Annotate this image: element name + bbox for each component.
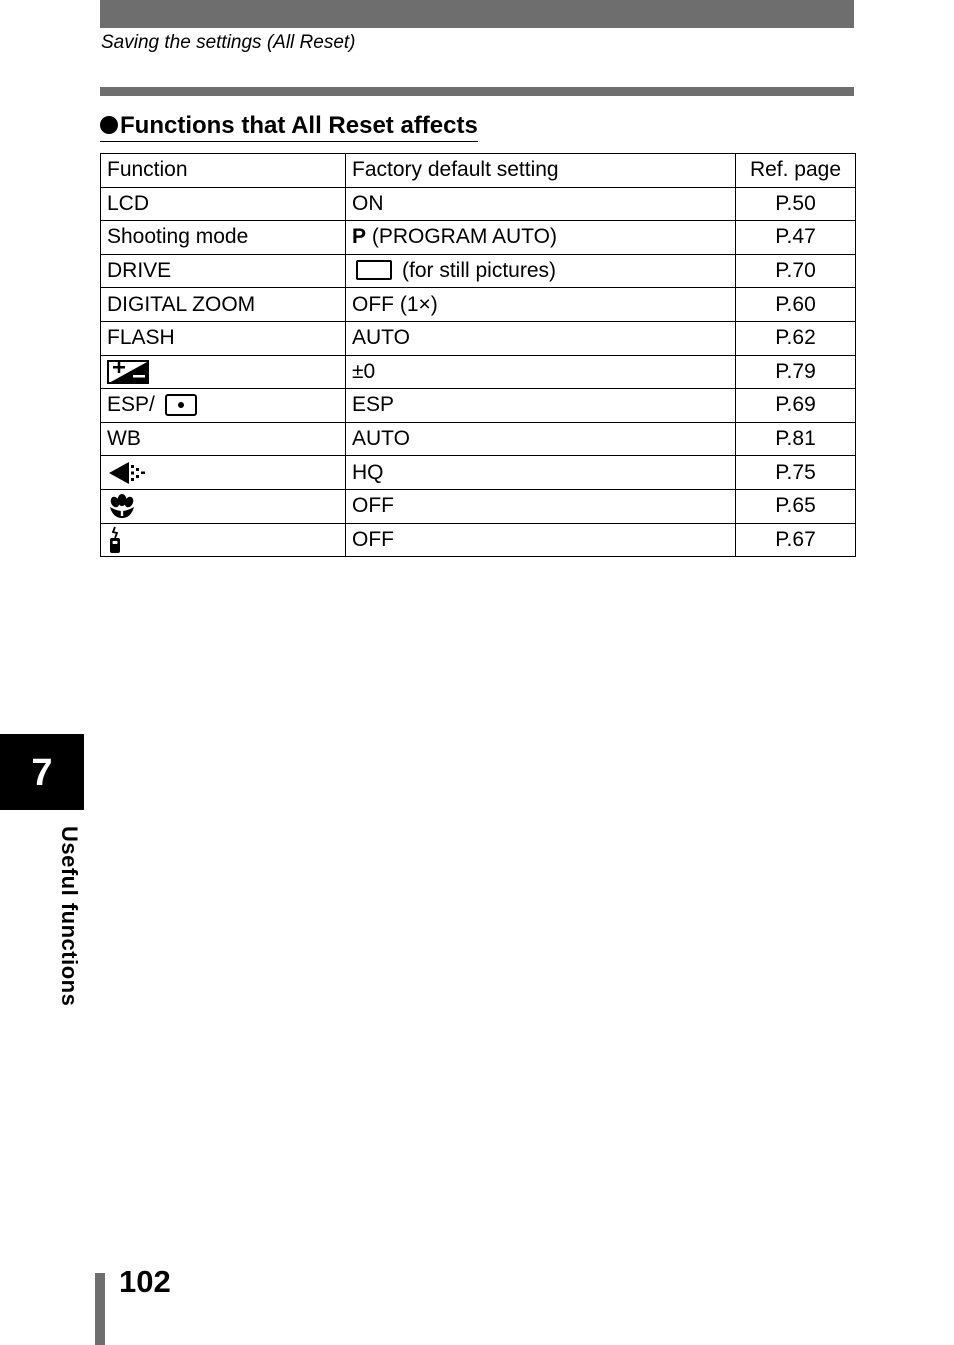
- macro-icon: [107, 493, 137, 519]
- table-row: [101, 221, 856, 255]
- function-cell: Shooting mode: [101, 221, 346, 255]
- setting-cell: ON: [346, 187, 736, 221]
- table-row: [101, 422, 856, 456]
- function-cell: [101, 523, 346, 557]
- section-heading: Functions that All Reset affects: [100, 112, 478, 142]
- function-cell: WB: [101, 422, 346, 456]
- setting-cell: ±0: [346, 355, 736, 389]
- function-cell: DRIVE: [101, 254, 346, 288]
- function-cell: ESP/: [101, 389, 346, 423]
- bullet-icon: [100, 116, 118, 134]
- page-number: 102: [119, 1264, 171, 1299]
- setting-cell: HQ: [346, 456, 736, 490]
- ref-cell: P.69: [736, 389, 856, 423]
- ref-cell: P.67: [736, 523, 856, 557]
- function-cell: FLASH: [101, 321, 346, 355]
- table-row: [101, 389, 856, 423]
- record-mode-icon: [107, 460, 147, 486]
- column-header-ref: Ref. page: [736, 154, 856, 188]
- table-row: [101, 321, 856, 355]
- function-cell: DIGITAL ZOOM: [101, 288, 346, 322]
- remote-control-icon: [107, 526, 123, 554]
- spot-metering-icon: [165, 394, 197, 416]
- ref-cell: P.79: [736, 355, 856, 389]
- table-row: [101, 288, 856, 322]
- column-header-function: Function: [101, 154, 346, 188]
- table-row: [101, 187, 856, 221]
- function-cell: [101, 489, 346, 523]
- ref-cell: P.62: [736, 321, 856, 355]
- table-row: [101, 456, 856, 490]
- table-header-row: [101, 154, 856, 188]
- section-rule: [100, 87, 854, 96]
- table-row: [101, 523, 856, 557]
- table-row: [101, 489, 856, 523]
- table-row: [101, 254, 856, 288]
- setting-cell: ESP: [346, 389, 736, 423]
- setting-cell: OFF: [346, 489, 736, 523]
- function-cell: LCD: [101, 187, 346, 221]
- ref-cell: P.47: [736, 221, 856, 255]
- column-header-setting: Factory default setting: [346, 154, 736, 188]
- setting-cell: AUTO: [346, 321, 736, 355]
- table-row: [101, 355, 856, 389]
- function-cell: [101, 355, 346, 389]
- chapter-tab: 7: [0, 734, 84, 810]
- function-cell: [101, 456, 346, 490]
- ref-cell: P.81: [736, 422, 856, 456]
- program-mode-letter: P: [352, 225, 367, 249]
- running-title: Saving the settings (All Reset): [101, 32, 356, 53]
- setting-cell: OFF: [346, 523, 736, 557]
- ref-cell: P.70: [736, 254, 856, 288]
- header-bar: [100, 0, 854, 28]
- ref-cell: P.50: [736, 187, 856, 221]
- setting-cell: AUTO: [346, 422, 736, 456]
- setting-cell: OFF (1×): [346, 288, 736, 322]
- all-reset-table: [100, 153, 856, 557]
- setting-cell: (for still pictures): [346, 254, 736, 288]
- single-frame-icon: [356, 260, 392, 280]
- setting-cell: P (PROGRAM AUTO): [346, 221, 736, 255]
- ref-cell: P.65: [736, 489, 856, 523]
- page-number-bar: [95, 1273, 105, 1345]
- exposure-compensation-icon: [107, 360, 149, 384]
- chapter-title: Useful functions: [57, 826, 82, 1007]
- ref-cell: P.75: [736, 456, 856, 490]
- ref-cell: P.60: [736, 288, 856, 322]
